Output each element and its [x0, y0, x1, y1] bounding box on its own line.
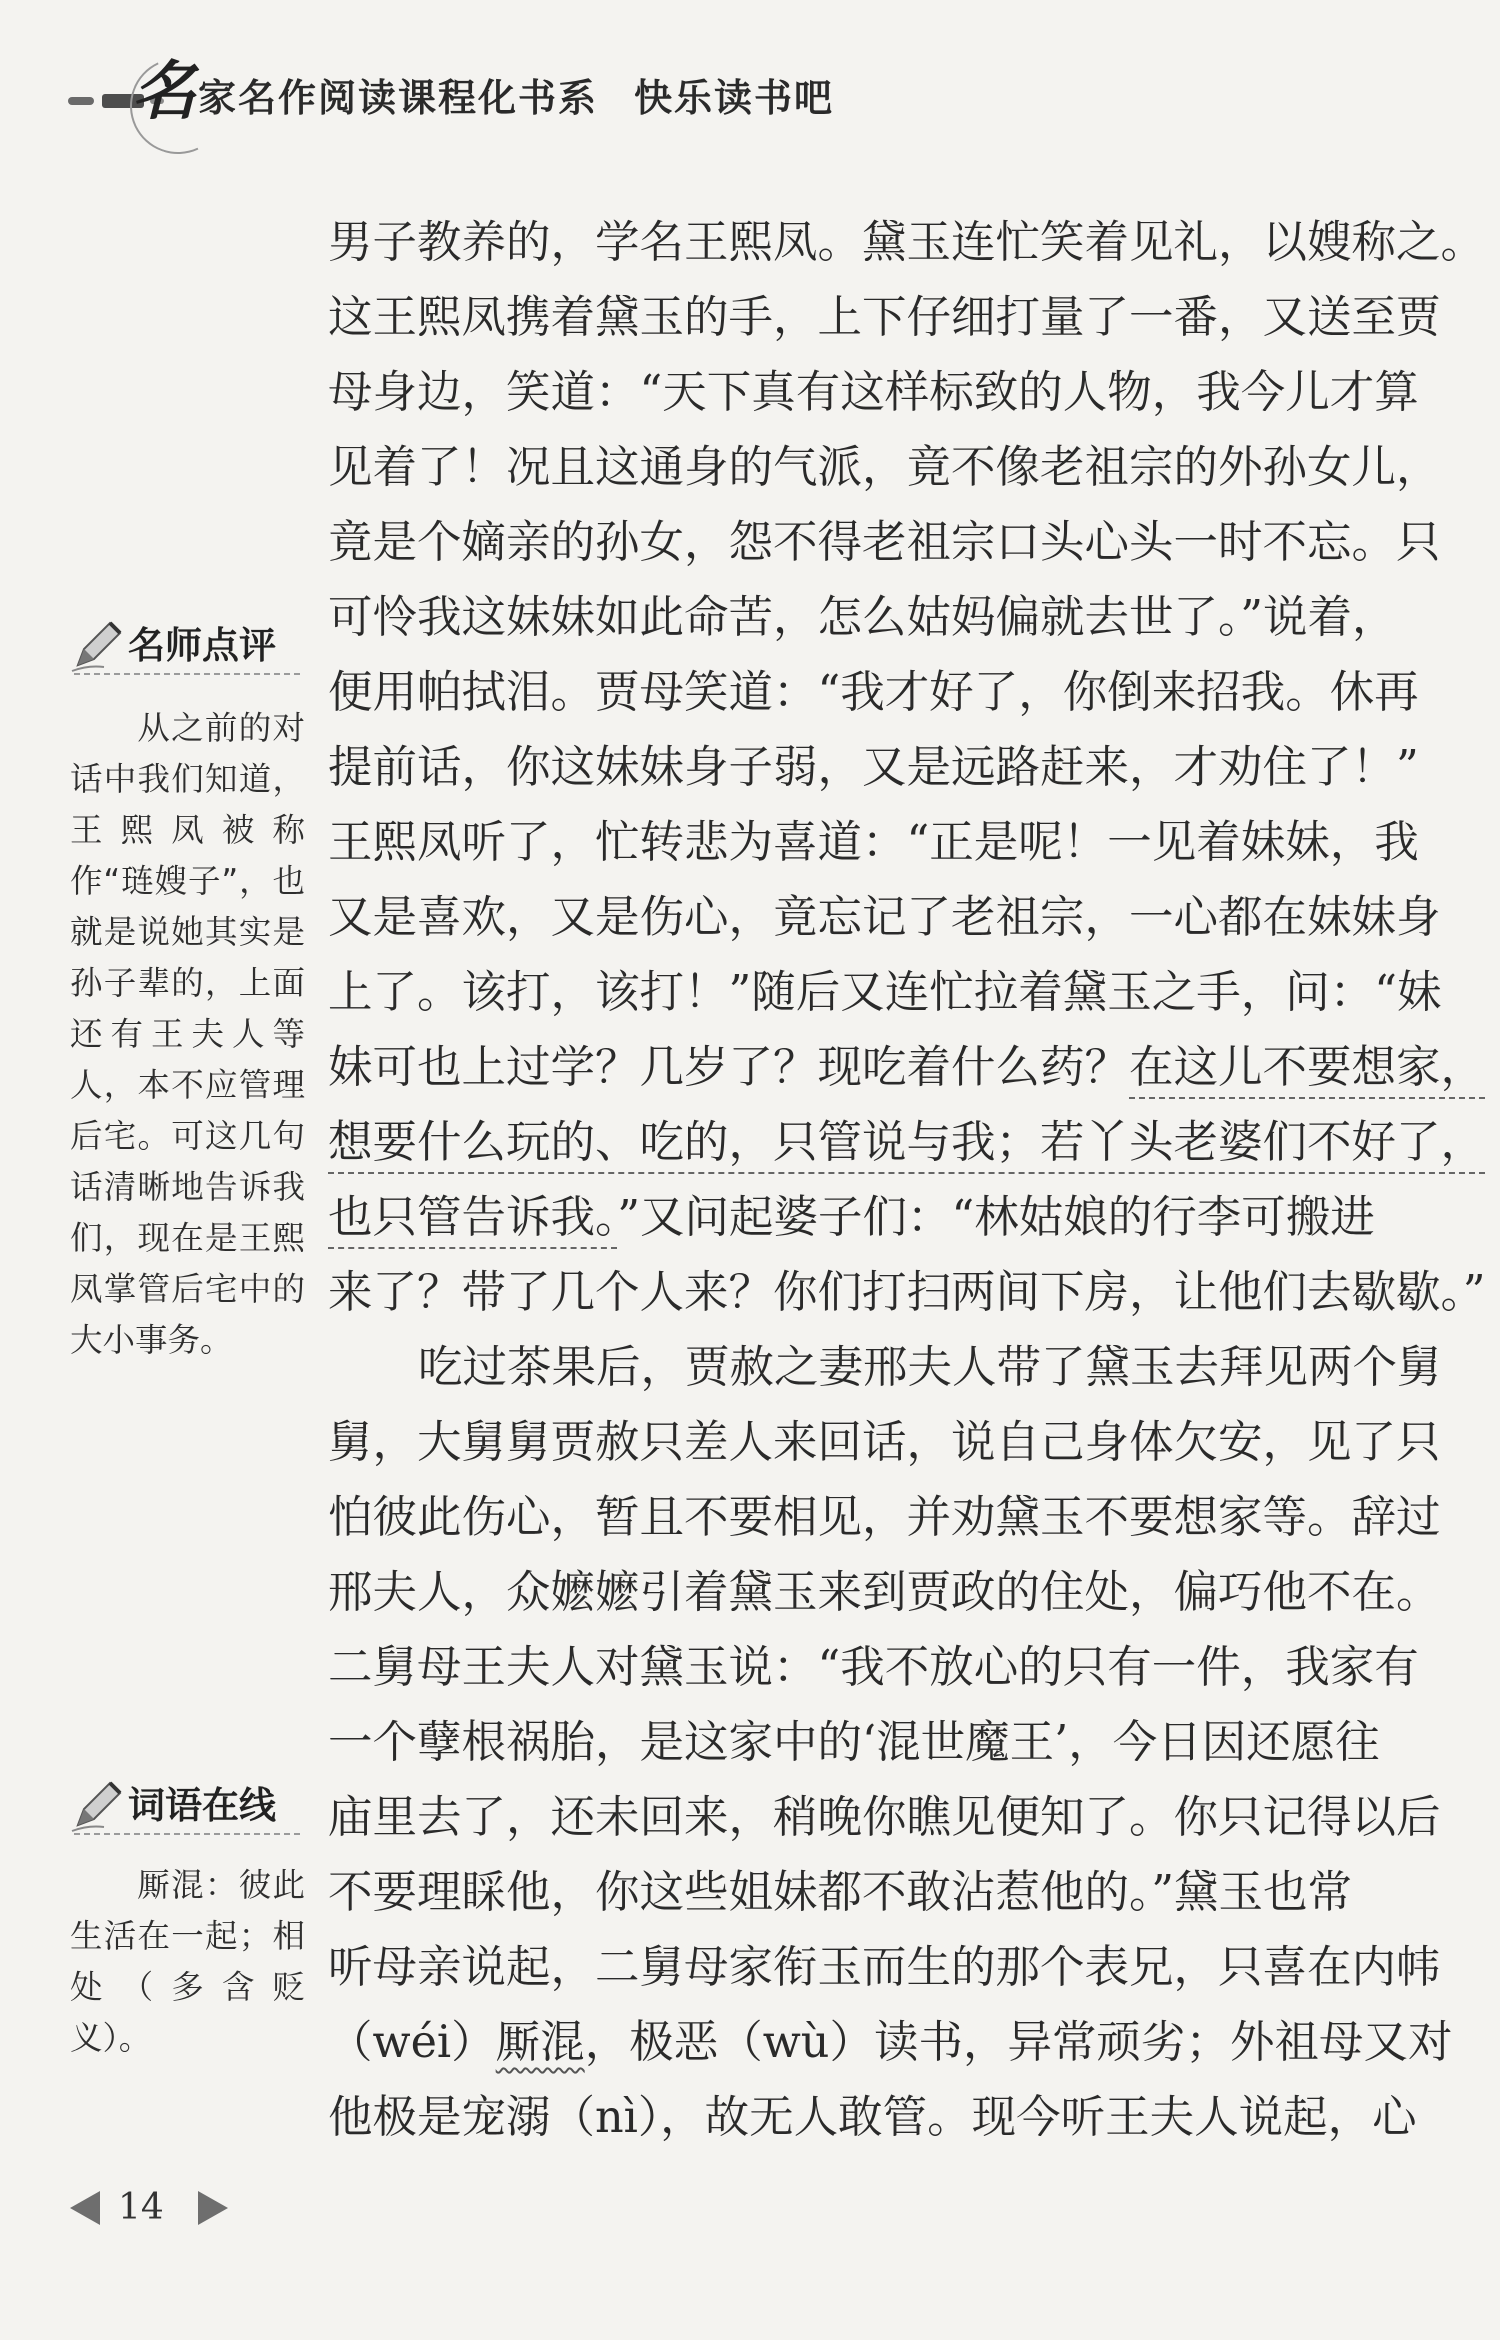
text-line	[328, 2005, 1453, 2080]
text-line	[328, 1105, 1486, 1180]
text-line: 便用帕拭泪。贾母笑道：“我才好了，你倒来招我。休再	[328, 667, 1419, 718]
text-line: 舅，大舅舅贾赦只差人来回话，说自己身体欠安，见了只	[328, 1417, 1441, 1468]
pencil-icon	[68, 615, 128, 675]
text-segment: （wéi）	[328, 2017, 496, 2068]
running-header	[60, 54, 1440, 138]
sidebar-comment-text	[70, 703, 305, 1366]
text-line: 又是喜欢，又是伤心，竟忘记了老祖宗，一心都在妹妹身	[328, 892, 1441, 943]
main-text	[328, 205, 1486, 2155]
text-line: 母身边，笑道：“天下真有这样标致的人物，我今儿才算	[328, 367, 1419, 418]
text-line: 不要理睬他，你这些姐妹都不敢沾惹他的。”黛玉也常	[328, 1867, 1353, 1918]
page-number: 14	[118, 2187, 164, 2228]
text-line	[328, 1330, 1448, 1405]
text-line: 提前话，你这妹妹身子弱，又是远路赶来，才劝住了！”	[328, 742, 1419, 793]
text-line: 竟是个嫡亲的孙女，怨不得老祖宗口头心头一时不忘。只	[328, 517, 1441, 568]
text-line: 邢夫人，众嬷嬷引着黛玉来到贾政的住处，偏巧他不在。	[328, 1567, 1441, 1618]
annotated-phrase: 也只管告诉我。	[328, 1192, 617, 1249]
text-line	[328, 1180, 1448, 1255]
sidebar-vocab-text	[70, 1860, 305, 2064]
text-line: 听母亲说起，二舅母家衔玉而生的那个表兄，只喜在内帏	[328, 1942, 1441, 1993]
text-line: 见着了！况且这通身的气派，竟不像老祖宗的外孙女儿，	[328, 442, 1441, 493]
vocab-heading-label: 词语在线	[128, 1784, 276, 1827]
annotated-phrase: 想要什么玩的、吃的，只管说与我；若丫头老婆们不好了，	[328, 1117, 1485, 1174]
text-segment: 吃过茶果后，贾赦之妻邢夫人带了黛玉去拜见两个舅	[418, 1342, 1442, 1393]
text-line: 二舅母王夫人对黛玉说：“我不放心的只有一件，我家有	[328, 1642, 1419, 1693]
text-line: 这王熙凤携着黛玉的手，上下仔细打量了一番，又送至贾	[328, 292, 1441, 343]
sidebar-comment-heading	[68, 615, 308, 675]
header-big-char: 名	[132, 54, 196, 129]
pencil-icon	[68, 1775, 128, 1835]
text-line: 怕彼此伤心，暂且不要相见，并劝黛玉不要想家等。辞过	[328, 1492, 1441, 1543]
text-segment: ，极恶（wù）读书，异常顽劣；外祖母又对	[584, 2017, 1453, 2068]
text-line: 他极是宠溺（nì），故无人敢管。现今听王夫人说起，心	[328, 2092, 1417, 2143]
text-line: 男子教养的，学名王熙凤。黛玉连忙笑着见礼，以嫂称之。	[328, 217, 1486, 268]
vocab-body: 厮混：彼此生活在一起；相处（多含贬义）。	[70, 1866, 305, 2057]
text-line: 上了。该打，该打！”随后又连忙拉着黛玉之手，问：“妹	[328, 967, 1442, 1018]
text-line: 可怜我这妹妹如此命苦，怎么姑妈偏就去世了。”说着，	[328, 592, 1397, 643]
series-subtitle-text: 快乐读书吧	[634, 76, 835, 120]
comment-heading-label: 名师点评	[128, 624, 276, 667]
text-line: 庙里去了，还未回来，稍晚你瞧见便知了。你只记得以后	[328, 1792, 1441, 1843]
vocab-term: 厮混	[495, 2017, 585, 2068]
text-line: 王熙凤听了，忙转悲为喜道：“正是呢！一见着妹妹，我	[328, 817, 1419, 868]
text-line: 来了？带了几个人来？你们打扫两间下房，让他们去歇歇。”	[328, 1267, 1486, 1318]
sidebar-vocab-heading	[68, 1775, 308, 1835]
text-line: 一个孽根祸胎，是这家中的‘混世魔王’，今日因还愿往	[328, 1717, 1380, 1768]
text-line	[328, 1030, 1486, 1105]
annotated-phrase: 在这儿不要想家，	[1129, 1042, 1485, 1099]
series-title-text: 家名作阅读课程化书系	[198, 76, 599, 120]
triangle-right-icon	[198, 2191, 228, 2225]
text-segment: 妹可也上过学？几岁了？现吃着什么药？	[328, 1042, 1130, 1093]
triangle-left-icon	[70, 2191, 100, 2225]
text-segment: ”又问起婆子们：“林姑娘的行李可搬进	[617, 1192, 1375, 1243]
comment-body: 从之前的对话中我们知道，王熙凤被称作“琏嫂子”，也就是说她其实是孙子辈的，上面还有王夫人等人，本不应管理后宅。可这几句话清晰地告诉我们，现在是王熙凤掌管后宅中的大小事务。	[70, 709, 305, 1359]
series-title	[198, 68, 834, 128]
page-footer	[70, 2185, 270, 2235]
